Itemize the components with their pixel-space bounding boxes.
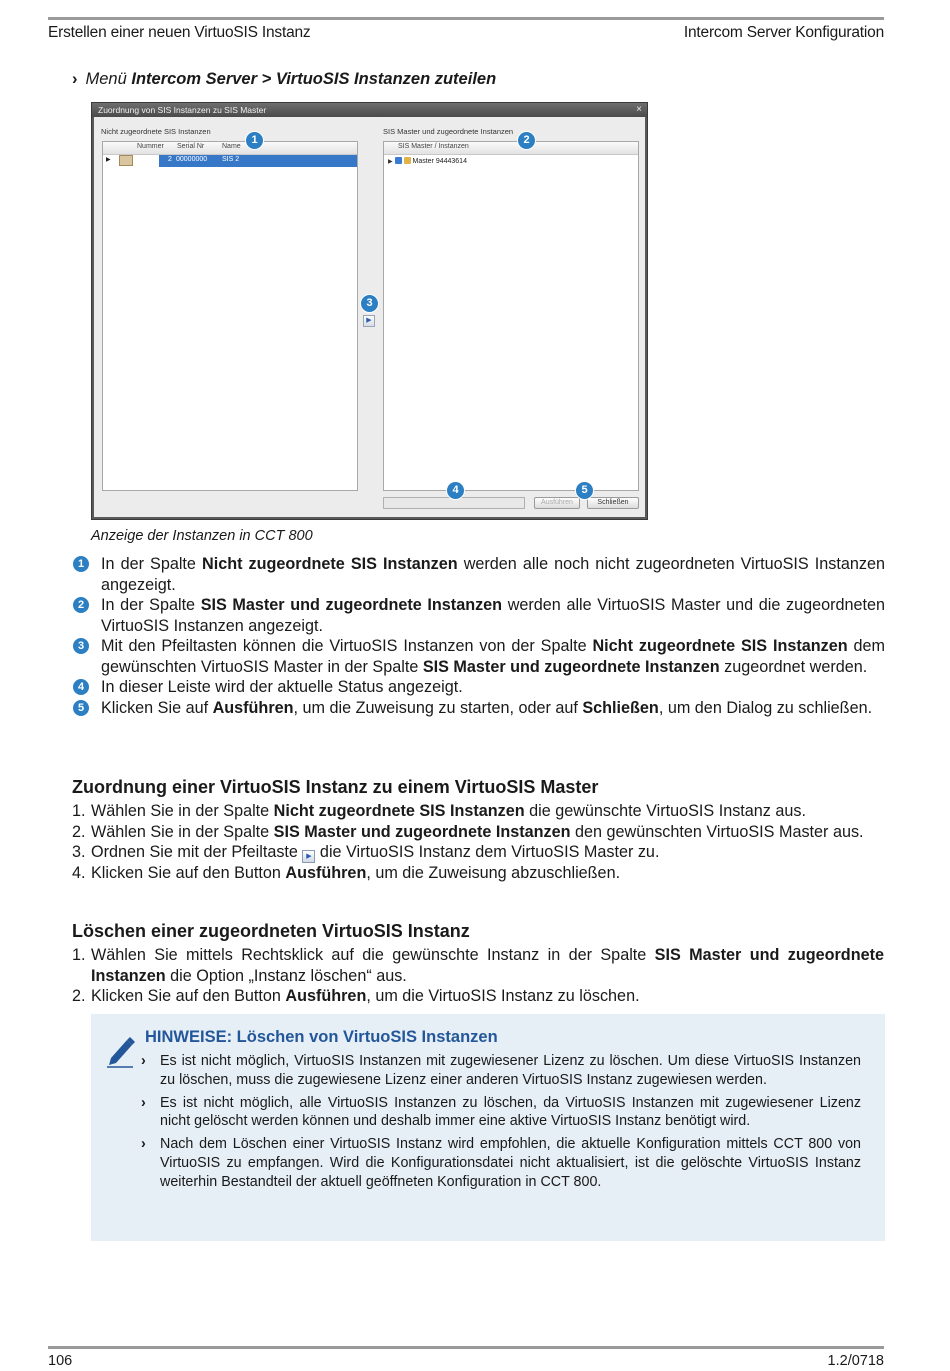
legend-bold: Schließen: [582, 698, 659, 717]
step-text: , um die Zuweisung abzuschließen.: [366, 864, 621, 882]
note-text: Nach dem Löschen einer VirtuoSIS Instanz wird empfohlen, die aktuelle Konfiguration mittels CCT 800 von VirtuoSIS zu empfangen. Wird die Konfigurationsdatei nicht aktualisiert, ist die gelöschte VirtuoSIS Instanz weiterhin Bestandteil der aktuell geöffneten Konfiguration in CCT 800.: [160, 1136, 861, 1190]
chevron-right-icon: ›: [141, 1136, 146, 1153]
step-text: die gewünschte VirtuoSIS Instanz aus.: [524, 802, 806, 820]
tree-header-label: SIS Master / Instanzen: [398, 143, 469, 150]
cell-name: SIS 2: [222, 156, 240, 163]
callout-badge-2: 2: [517, 131, 536, 150]
menu-prefix: Menü: [85, 70, 127, 88]
legend-item: [73, 554, 885, 595]
cell-nummer: 2: [168, 156, 172, 163]
step-text: Wählen Sie mittels Rechtsklick auf die gewünschte Instanz in der Spalte: [91, 946, 655, 964]
note-title: HINWEISE: Löschen von VirtuoSIS Instanzen: [145, 1028, 498, 1046]
col-nummer[interactable]: Nummer: [137, 143, 164, 150]
master-tree[interactable]: [383, 141, 639, 491]
grid-header: [103, 142, 357, 155]
unassigned-instances-grid[interactable]: [102, 141, 358, 491]
callout-legend: [73, 554, 885, 718]
chevron-right-icon: ›: [72, 70, 78, 88]
legend-text: In der Spalte: [101, 596, 201, 614]
legend-text: In dieser Leiste wird der aktuelle Status angezeigt.: [101, 678, 463, 696]
menu-path: [72, 70, 496, 89]
legend-text: Mit den Pfeiltasten können die VirtuoSIS Instanzen von der Spalte: [101, 637, 593, 655]
legend-text: dem gewünschten VirtuoSIS Master in der Spalte: [101, 637, 885, 676]
tree-item[interactable]: [388, 157, 467, 165]
dialog-titlebar: [92, 103, 647, 117]
step-number: 4.: [72, 864, 86, 882]
menu-path-text: Intercom Server > VirtuoSIS Instanzen zuteilen: [131, 70, 497, 88]
chevron-right-icon: ›: [141, 1053, 146, 1069]
assign-arrow-button[interactable]: ▶: [363, 315, 375, 327]
footer-rule: [48, 1346, 884, 1349]
cell-serial: 00000000: [176, 156, 208, 163]
note-item: [141, 1052, 861, 1090]
step-bold: Ausführen: [285, 987, 367, 1005]
server-icon: [404, 157, 411, 164]
legend-badge: 4: [73, 679, 89, 695]
legend-item: [73, 636, 885, 677]
left-pane-label: Nicht zugeordnete SIS Instanzen: [101, 127, 211, 136]
legend-item: [73, 698, 885, 719]
step-text: Klicken Sie auf den Button: [91, 987, 286, 1005]
document-version: 1.2/0718: [827, 1353, 884, 1369]
legend-bold: Ausführen: [212, 698, 294, 717]
legend-badge: 1: [73, 556, 89, 572]
tree-header: [384, 142, 638, 155]
step-bold: Ausführen: [285, 864, 367, 882]
master-icon: [395, 157, 402, 164]
step-text: , um die VirtuoSIS Instanz zu löschen.: [366, 987, 640, 1005]
expand-icon[interactable]: ▶: [388, 159, 393, 165]
legend-text: , um die Zuweisung zu starten, oder auf: [293, 698, 583, 717]
arrow-right-icon: ▶: [302, 850, 315, 863]
legend-text: werden alle noch nicht zugeordneten VirtuoSIS Instanzen angezeigt.: [101, 555, 885, 594]
legend-bold: Nicht zugeordnete SIS Instanzen: [202, 555, 458, 573]
table-row[interactable]: [103, 155, 357, 167]
right-pane-label: SIS Master und zugeordnete Instanzen: [383, 127, 514, 136]
list-item: [72, 801, 884, 822]
dialog-body: [94, 117, 645, 517]
callout-badge-4: 4: [446, 481, 465, 500]
callout-badge-5: 5: [575, 481, 594, 500]
steps-assign: [72, 801, 884, 884]
tree-item-label: Master 94443614: [412, 158, 467, 165]
step-text: Wählen Sie in der Spalte: [91, 822, 274, 841]
list-item: [72, 945, 884, 986]
step-number: 1.: [72, 946, 86, 964]
chevron-right-icon: ›: [141, 1094, 146, 1111]
step-number: 3.: [72, 843, 86, 861]
legend-text: Klicken Sie auf: [101, 698, 213, 717]
list-item: [72, 822, 884, 843]
step-bold: SIS Master und zugeordnete Instanzen: [91, 946, 884, 985]
close-icon[interactable]: ×: [636, 104, 642, 115]
header-section: Intercom Server Konfiguration: [683, 24, 884, 41]
list-item: [72, 842, 884, 863]
list-item: [72, 986, 884, 1007]
pencil-icon: [105, 1034, 135, 1068]
callout-badge-3: 3: [360, 294, 379, 313]
legend-bold: Nicht zugeordnete SIS Instanzen: [592, 637, 848, 655]
step-number: 1.: [72, 802, 86, 820]
header-rule: [48, 17, 884, 20]
step-number: 2.: [72, 987, 86, 1005]
legend-bold: SIS Master und zugeordnete Instanzen: [200, 596, 503, 614]
figure-caption: Anzeige der Instanzen in CCT 800: [91, 528, 313, 544]
note-box: [91, 1014, 885, 1241]
list-item: [72, 863, 884, 884]
legend-text: zugeordnet werden.: [719, 657, 868, 676]
header-chapter: Erstellen einer neuen VirtuoSIS Instanz: [48, 24, 311, 41]
step-text: den gewünschten VirtuoSIS Master aus.: [570, 822, 864, 841]
section-heading-delete: Löschen einer zugeordneten VirtuoSIS Instanz: [72, 921, 470, 941]
step-text: die Option „Instanz löschen“ aus.: [165, 966, 407, 985]
execute-button[interactable]: Ausführen: [534, 497, 580, 509]
dialog-title: Zuordnung von SIS Instanzen zu SIS Master: [98, 105, 267, 115]
step-bold: Nicht zugeordnete SIS Instanzen: [273, 802, 525, 820]
close-button[interactable]: Schließen: [587, 497, 639, 509]
step-text: die VirtuoSIS Instanz dem VirtuoSIS Master zu.: [315, 843, 660, 861]
callout-badge-1: 1: [245, 131, 264, 150]
section-heading-assign: Zuordnung einer VirtuoSIS Instanz zu einem VirtuoSIS Master: [72, 777, 599, 797]
instance-icon: [119, 155, 133, 166]
legend-text: In der Spalte: [101, 555, 202, 573]
note-list: [141, 1052, 861, 1196]
legend-item: [73, 595, 885, 636]
legend-text: , um den Dialog zu schließen.: [658, 698, 873, 717]
legend-badge: 5: [73, 700, 89, 716]
note-text: Es ist nicht möglich, alle VirtuoSIS Instanzen zu löschen, da VirtuoSIS Instanzen mit zugewiesener Lizenz nicht gelöscht werden können und deshalb immer eine aktive VirtuoSIS Instanz benötigt wird.: [160, 1094, 861, 1130]
step-text: Ordnen Sie mit der Pfeiltaste: [91, 843, 303, 861]
step-number: 2.: [72, 822, 86, 841]
step-bold: SIS Master und zugeordnete Instanzen: [273, 822, 571, 841]
row-pointer-icon: ▶: [106, 157, 111, 163]
col-name[interactable]: Name: [222, 143, 241, 150]
selected-row[interactable]: [159, 155, 357, 167]
legend-text: werden alle VirtuoSIS Master und die zugeordneten VirtuoSIS Instanzen angezeigt.: [101, 596, 885, 635]
step-text: Klicken Sie auf den Button: [91, 864, 286, 882]
steps-delete: [72, 945, 884, 1007]
col-serial[interactable]: Serial Nr: [177, 143, 205, 150]
legend-badge: 2: [73, 597, 89, 613]
legend-badge: 3: [73, 638, 89, 654]
note-item: [141, 1135, 861, 1191]
legend-item: [73, 677, 885, 698]
legend-bold: SIS Master und zugeordnete Instanzen: [422, 657, 720, 676]
page-number: 106: [48, 1353, 73, 1369]
note-item: [141, 1094, 861, 1132]
step-text: Wählen Sie in der Spalte: [91, 802, 274, 820]
note-text: Es ist nicht möglich, VirtuoSIS Instanzen mit zugewiesener Lizenz zu löschen. Um diese VirtuoSIS Instanzen zu löschen, muss die zugewiesene Lizenz einer anderen VirtuoSIS Instanz zugewiesen werden.: [160, 1053, 861, 1088]
